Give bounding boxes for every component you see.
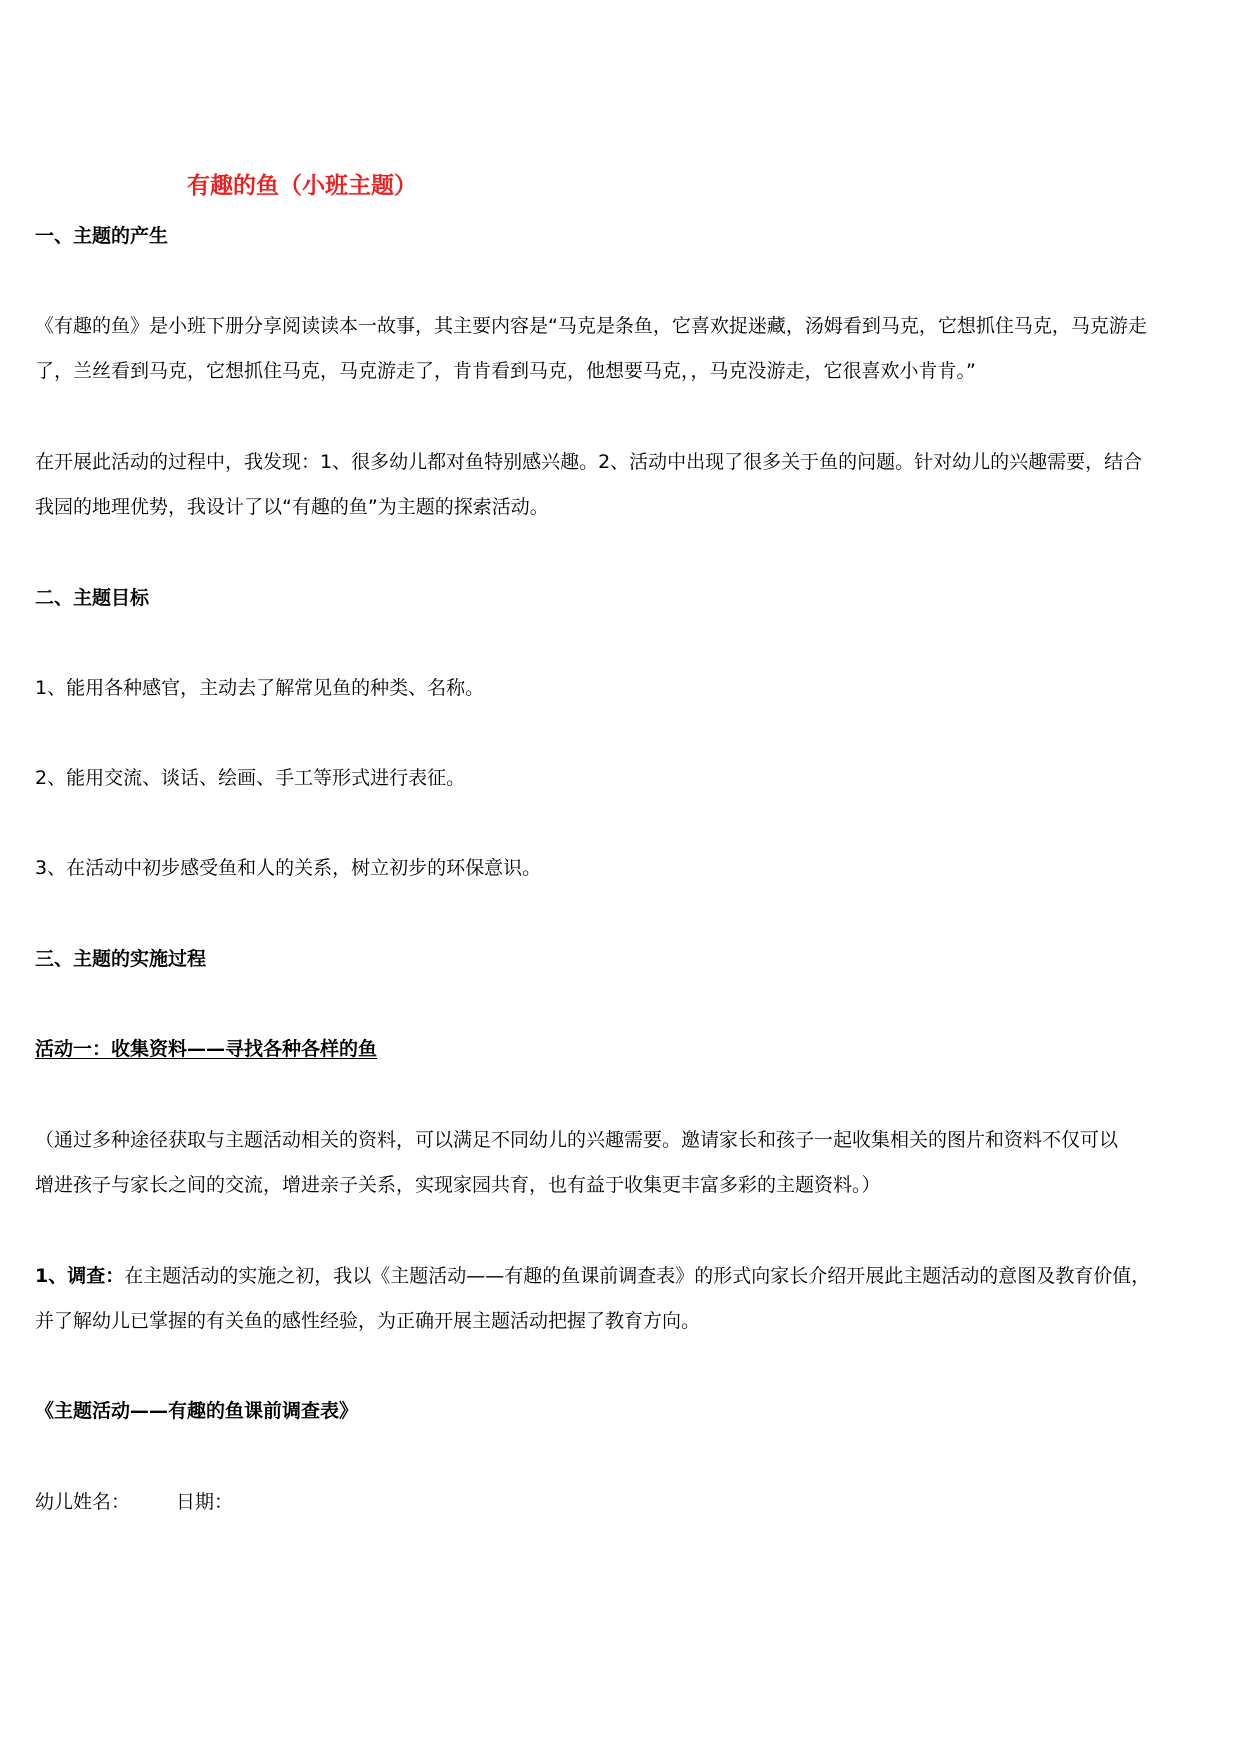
activity1-heading: 活动一：收集资料——寻找各种各样的鱼 [35, 1038, 378, 1060]
document-title: 有趣的鱼（小班主题） [187, 173, 417, 199]
section1-para2-line1: 在开展此活动的过程中，我发现：1、很多幼儿都对鱼特别感兴趣。2、活动中出现了很多关于鱼的问题。针对幼儿的兴趣需要，结合 [35, 451, 1143, 473]
goal-item-2: 2、能用交流、谈话、绘画、手工等形式进行表征。 [35, 767, 466, 789]
section2-heading: 二、主题目标 [35, 587, 150, 609]
section1-para2-line2: 我园的地理优势，我设计了以“有趣的鱼”为主题的探索活动。 [35, 496, 549, 518]
goal-item-3: 3、在活动中初步感受鱼和人的关系，树立初步的环保意识。 [35, 857, 542, 879]
activity1-note-line2: 增进孩子与家长之间的交流，增进亲子关系，实现家园共育，也有益于收集更丰富多彩的主题资料。） [35, 1174, 881, 1196]
form-title: 《主题活动——有趣的鱼课前调查表》 [35, 1400, 359, 1422]
survey-text-line1: 在主题活动的实施之初，我以《主题活动——有趣的鱼课前调查表》的形式向家长介绍开展此主题活动的意图及教育价值， [124, 1265, 1151, 1287]
form-fields-row [35, 1488, 1210, 1516]
section3-heading: 三、主题的实施过程 [35, 948, 207, 970]
survey-paragraph-line1 [35, 1262, 1210, 1290]
section1-para1-line1: 《有趣的鱼》是小班下册分享阅读读本一故事，其主要内容是“马克是条鱼，它喜欢捉迷藏，汤姆看到马克，它想抓住马克，马克游走 [35, 315, 1147, 337]
activity1-note-line1: （通过多种途径获取与主题活动相关的资料，可以满足不同幼儿的兴趣需要。邀请家长和孩子一起收集相关的图片和资料不仅可以 [35, 1129, 1119, 1151]
activity1-heading-wrap [35, 1035, 1210, 1063]
section1-heading: 一、主题的产生 [35, 225, 169, 247]
survey-label: 1、调查： [35, 1265, 125, 1287]
survey-text-line2: 并了解幼儿已掌握的有关鱼的感性经验，为正确开展主题活动把握了教育方向。 [35, 1310, 701, 1332]
goal-item-1: 1、能用各种感官，主动去了解常见鱼的种类、名称。 [35, 677, 485, 699]
section1-para1-line2: 了，兰丝看到马克，它想抓住马克，马克游走了，肯肯看到马克，他想要马克，，马克没游走，它很喜欢小肯肯。” [35, 360, 976, 382]
child-name-label: 幼儿姓名： [35, 1491, 131, 1513]
date-label: 日期： [176, 1491, 234, 1513]
